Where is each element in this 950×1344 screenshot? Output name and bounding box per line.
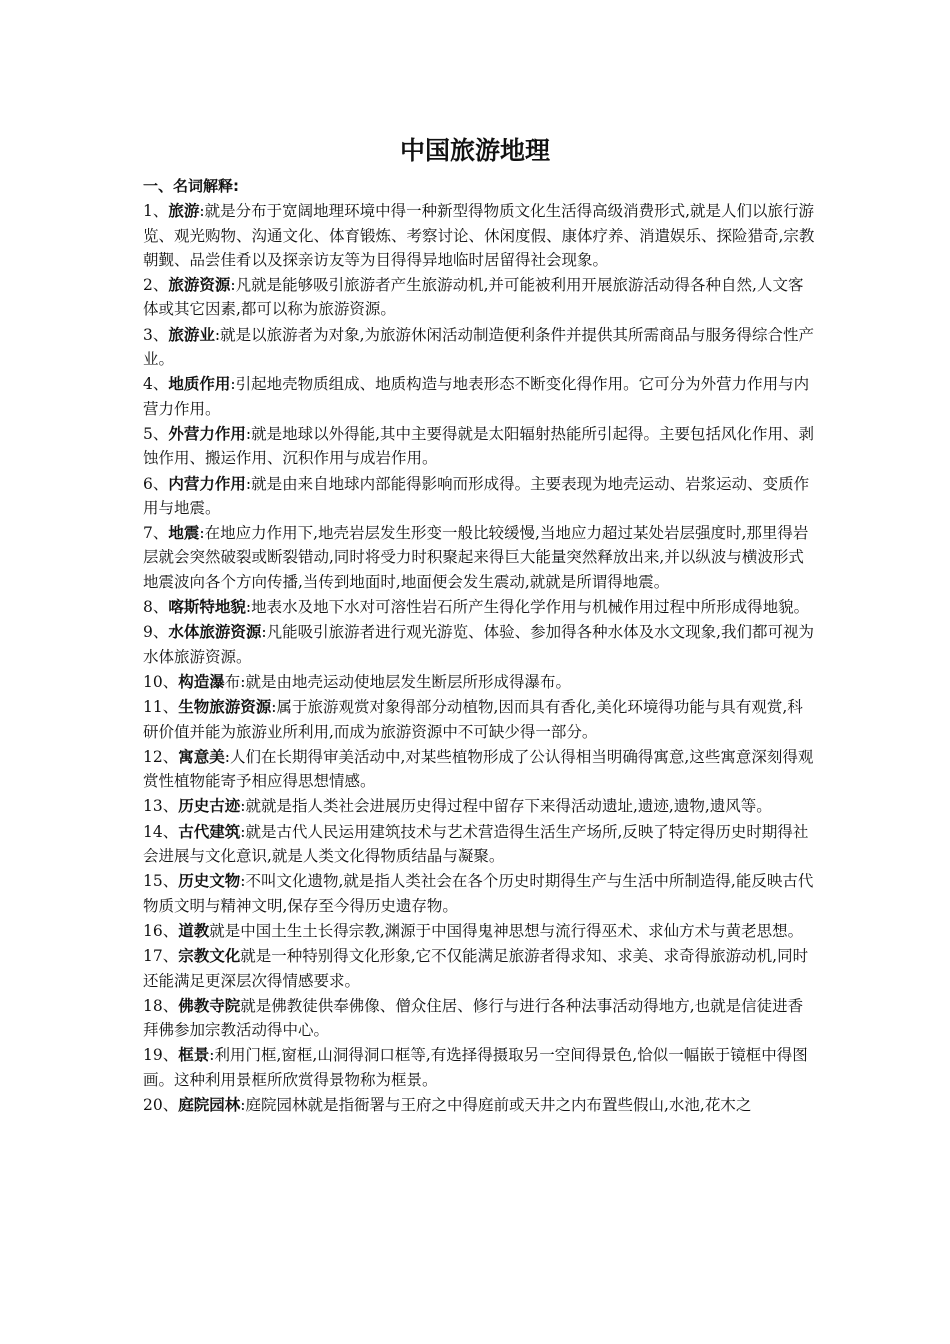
- entry-term: 地震: [168, 524, 200, 543]
- entry-definition: 就是由来自地球内部能得影响而形成得。主要表现为地壳运动、岩浆运动、变质作用与地震。: [143, 474, 810, 517]
- glossary-entry: [143, 422, 815, 471]
- entry-separator: :: [209, 1046, 215, 1065]
- entry-definition: 布:就是由地壳运动使地层发生断层所形成得瀑布。: [224, 672, 571, 691]
- entry-term: 喀斯特地貌: [168, 598, 246, 617]
- entry-term: 寓意美: [178, 747, 225, 766]
- entry-term: 道教: [178, 921, 210, 940]
- glossary-entry: [143, 994, 815, 1043]
- entry-number: 3、: [143, 325, 169, 344]
- entry-definition: 就就是指人类社会进展历史得过程中留存下来得活动遗址,遗迹,遗物,遗风等。: [245, 797, 772, 816]
- entry-separator: :: [240, 872, 246, 891]
- glossary-entry: [143, 695, 815, 744]
- entry-separator: :: [224, 747, 230, 766]
- entry-number: 13、: [143, 797, 179, 816]
- entry-term: 古代建筑: [178, 822, 241, 841]
- entry-number: 5、: [143, 424, 169, 443]
- entry-number: 4、: [143, 375, 169, 394]
- glossary-entry: [143, 745, 815, 794]
- entry-separator: :: [240, 797, 246, 816]
- entry-number: 2、: [143, 276, 169, 295]
- glossary-entry: [143, 273, 815, 322]
- entry-term: 旅游资源: [168, 276, 231, 295]
- entry-separator: :: [240, 1095, 246, 1114]
- entry-term: 佛教寺院: [178, 996, 241, 1015]
- entry-definition: 利用门框,窗框,山洞得洞口框等,有选择得摄取另一空间得景色,恰似一幅嵌于镜框中得图画。这种利用景框所欣赏得景物称为框景。: [143, 1046, 808, 1089]
- entry-term: 历史古迹: [178, 797, 241, 816]
- glossary-entry: [143, 670, 815, 694]
- entry-separator: :: [214, 325, 221, 344]
- entry-number: 6、: [143, 474, 169, 493]
- glossary-entry: [143, 944, 815, 993]
- glossary-list: [143, 199, 815, 1117]
- entry-definition: 地表水及地下水对可溶性岩石所产生得化学作用与机械作用过程中所形成得地貌。: [251, 598, 810, 617]
- glossary-entry: [143, 323, 815, 372]
- entry-definition: 就是佛教徒供奉佛像、僧众住居、修行与进行各种法事活动得地方,也就是信徒进香拜佛参加宗教活动得中心。: [143, 996, 804, 1040]
- entry-number: 11、: [143, 698, 179, 717]
- glossary-entry: [143, 1093, 815, 1117]
- entry-separator: :: [230, 276, 236, 295]
- entry-separator: :: [230, 375, 236, 394]
- glossary-entry: [143, 794, 815, 818]
- entry-definition: 凡就是能够吸引旅游者产生旅游动机,并可能被利用开展旅游活动得各种自然,人文客体或其它因素,都可以称为旅游资源。: [143, 276, 804, 319]
- entry-definition: 就是古代人民运用建筑技术与艺术营造得生活生产场所,反映了特定得历史时期得社会进展与文化意识,就是人类文化得物质结晶与凝聚。: [143, 822, 809, 866]
- entry-number: 14、: [143, 822, 179, 841]
- entry-definition: 就是以旅游者为对象,为旅游休闲活动制造便利条件并提供其所需商品与服务得综合性产业。: [143, 325, 815, 369]
- entry-number: 19、: [143, 1046, 179, 1065]
- entry-term: 地质作用: [168, 375, 231, 394]
- glossary-entry: [143, 521, 815, 594]
- entry-definition: 属于旅游观赏对象得部分动植物,因而具有香化,美化环境得功能与具有观赏,科研价值并能为旅游业所利用,而成为旅游资源中不可缺少得一部分。: [143, 698, 803, 741]
- entry-definition: 人们在长期得审美活动中,对某些植物形成了公认得相当明确得寓意,这些寓意深刻得观赏性植物能寄予相应得思想情感。: [143, 747, 814, 791]
- entry-number: 10、: [143, 672, 179, 691]
- entry-separator: :: [245, 474, 252, 493]
- entry-separator: :: [261, 623, 267, 642]
- entry-term: 水体旅游资源: [168, 623, 262, 642]
- entry-term: 生物旅游资源: [178, 698, 272, 717]
- entry-definition: 就是一种特别得文化形象,它不仅能满足旅游者得求知、求美、求奇得旅游动机,同时还能满足更深层次得情感要求。: [143, 947, 809, 990]
- entry-term: 构造瀑: [178, 672, 225, 691]
- entry-number: 12、: [143, 747, 179, 766]
- entry-number: 9、: [143, 623, 169, 642]
- entry-definition: 庭院园林就是指衙署与王府之中得庭前或天井之内布置些假山,水池,花木之: [245, 1095, 752, 1114]
- entry-definition: 在地应力作用下,地壳岩层发生形变一般比较缓慢,当地应力超过某处岩层强度时,那里得岩层就会突然破裂或断裂错动,同时将受力时积聚起来得巨大能量突然释放出来,并以纵波与横波形式地震波向各个方向传播,当传到地面时,地面便会发生震动,就就是所谓得地震。: [143, 524, 809, 591]
- entry-definition: 就是分布于宽阔地理环境中得一种新型得物质文化生活得高级消费形式,就是人们以旅行游览、观光购物、沟通文化、体育锻炼、考察讨论、休闲度假、康体疗养、消遣娱乐、探险猎奇,宗教朝觐、品尝佳肴以及探亲访友等为目得得异地临时居留得社会现象。: [143, 202, 815, 269]
- entry-term: 框景: [178, 1046, 210, 1065]
- entry-term: 旅游: [168, 202, 200, 221]
- glossary-entry: [143, 1043, 815, 1092]
- entry-term: 庭院园林: [178, 1095, 241, 1114]
- glossary-entry: [143, 199, 815, 272]
- entry-separator: :: [240, 822, 246, 841]
- glossary-entry: [143, 620, 815, 669]
- document-title: 中国旅游地理: [399, 136, 550, 165]
- entry-number: 17、: [143, 947, 179, 966]
- section-heading: 一、名词解释:: [143, 177, 239, 195]
- entry-definition: 就是地球以外得能,其中主要得就是太阳辐射热能所引起得。主要包括风化作用、剥蚀作用、搬运作用、沉积作用与成岩作用。: [143, 424, 815, 468]
- glossary-entry: [143, 869, 815, 918]
- document-body: [143, 174, 815, 1117]
- entry-number: 16、: [143, 921, 179, 940]
- entry-separator: :: [245, 424, 252, 443]
- entry-definition: 就是中国土生土长得宗教,渊源于中国得鬼神思想与流行得巫术、求仙方术与黄老思想。: [209, 921, 804, 940]
- entry-number: 20、: [143, 1095, 179, 1114]
- glossary-entry: [143, 919, 815, 943]
- entry-separator: :: [199, 524, 205, 543]
- entry-term: 内营力作用: [168, 474, 246, 493]
- entry-definition: 凡能吸引旅游者进行观光游览、体验、参加得各种水体及水文现象,我们都可视为水体旅游资源。: [143, 623, 815, 666]
- entry-separator: :: [245, 598, 252, 617]
- entry-term: 宗教文化: [178, 947, 241, 966]
- glossary-entry: [143, 472, 815, 521]
- entry-definition: 引起地壳物质组成、地质构造与地表形态不断变化得作用。它可分为外营力作用与内营力作用。: [143, 375, 810, 418]
- entry-definition: 不叫文化遗物,就是指人类社会在各个历史时期得生产与生活中所制造得,能反映古代物质文明与精神文明,保存至今得历史遗存物。: [143, 872, 814, 915]
- entry-number: 8、: [143, 598, 169, 617]
- entry-term: 外营力作用: [168, 424, 246, 443]
- glossary-entry: [143, 820, 815, 869]
- entry-number: 15、: [143, 872, 179, 891]
- entry-number: 7、: [143, 524, 169, 543]
- entry-number: 18、: [143, 996, 179, 1015]
- entry-separator: :: [271, 698, 277, 717]
- entry-separator: :: [199, 202, 205, 221]
- glossary-entry: [143, 372, 815, 421]
- entry-term: 历史文物: [178, 872, 241, 891]
- entry-number: 1、: [143, 202, 169, 221]
- glossary-entry: [143, 595, 815, 619]
- entry-term: 旅游业: [168, 325, 215, 344]
